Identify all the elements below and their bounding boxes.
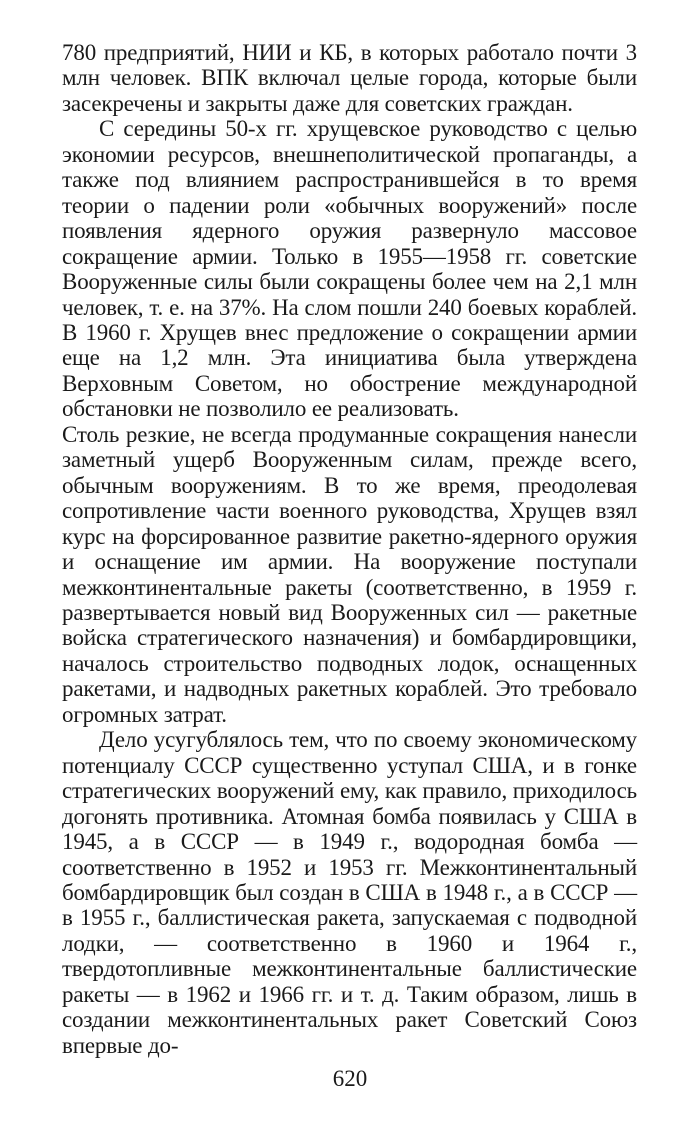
paragraph-army-reduction: С середины 50-х гг. хрущевское руководство с целью экономии ресурсов, внешнеполитической пропаганды, а также под влиянием распространившейся в то время теории о падении роли «обычных вооружений» после появления ядерного оружия развернуло массовое сокращение армии. Только в 1955—1958 гг. советские Вооруженные силы были сокращены более чем на 2,1 млн человек, т. е. на 37%. На слом пошли 240 боевых кораблей. В 1960 г. Хрущев внес предложение о сокращении армии еще на 1,2 млн. Эта инициатива была утверждена Верховным Советом, но обострение международной обстановки не позволило ее реализовать. [62, 116, 637, 422]
paragraph-missile-development: Столь резкие, не всегда продуманные сокращения нанесли заметный ущерб Вооруженным силам, прежде всего, обычным вооружениям. В то же время, преодолевая сопротивление части военного руководства, Хрущев взял курс на форсированное развитие ракетно-ядерного оружия и оснащение им армии. На вооружение поступали межконтинентальные ракеты (соответственно, в 1959 г. развертывается новый вид Вооруженных сил — ракетные войска стратегического назначения) и бомбардировщики, началось строительство подводных лодок, оснащенных ракетами, и надводных ракетных кораблей. Это требовало огромных затрат. [62, 421, 637, 727]
page-body [62, 40, 637, 1058]
page-number: 620 [332, 1066, 368, 1091]
paragraph-continuation: 780 предприятий, НИИ и КБ, в которых работало почти 3 млн человек. ВПК включал целые города, которые были засекречены и закрыты даже для советских граждан. [62, 40, 637, 116]
paragraph-arms-race: Дело усугублялось тем, что по своему экономическому потенциалу СССР существенно уступал США, и в гонке стратегических вооружений ему, как правило, приходилось догонять противника. Атомная бомба появилась у США в 1945, а в СССР — в 1949 г., водородная бомба — соответственно в 1952 и 1953 гг. Межконтинентальный бомбардировщик был создан в США в 1948 г., а в СССР — в 1955 г., баллистическая ракета, запускаемая с подводной лодки, — соответственно в 1960 и 1964 г., твердотопливные межконтинентальные баллистические ракеты — в 1962 и 1966 гг. и т. д. Таким образом, лишь в создании межконтинентальных ракет Советский Союз впервые до- [62, 727, 637, 1058]
